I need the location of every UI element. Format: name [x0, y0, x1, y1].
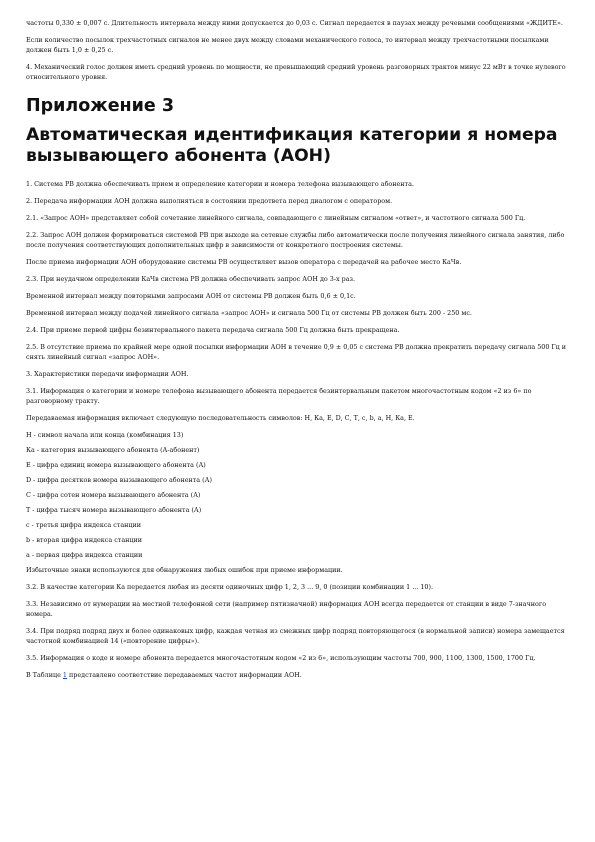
paragraph: После приема информации АОН оборудование системы РВ осуществляет вызов оператора с передачей на рабочее место КаЧв. [26, 258, 462, 266]
paragraph: Временной интервал между подачей линейного сигнала «запрос АОН» и сигнала 500 Гц от системы РВ должен быть 200 - 250 мс. [26, 309, 472, 317]
list-item: D - цифра десятков номера вызывающего абонента (А) [26, 476, 212, 484]
paragraph: 3.1. Информация о категории и номере телефона вызывающего абонента передается безинтервальным пакетом многочастотным кодом «2 из 6» по разговорному тракту. [26, 387, 532, 405]
paragraph: 2.1. «Запрос АОН» представляет собой сочетание линейного сигнала, совпадающего с линейным сигналом «ответ», и частотного сигнала 500 Гц. [26, 214, 526, 222]
paragraph: Временной интервал между повторными запросами АОН от системы РВ должен быть 0,6 ± 0,1с. [26, 292, 356, 300]
table-ref-prefix: В Таблице [26, 671, 61, 679]
list-item: Ка - категория вызывающего абонента (А-абонент) [26, 446, 200, 454]
document-page [26, 18, 572, 687]
list-item: а - первая цифра индекса станции [26, 551, 143, 559]
paragraph: 2.4. При приеме первой цифры безинтервального пакета передача сигнала 500 Гц должна быть прекращена. [26, 326, 400, 334]
paragraph: 1. Система РВ должна обеспечивать прием и определение категории и номера телефона вызывающего абонента. [26, 180, 414, 188]
list-item: Т - цифра тысяч номера вызывающего абонента (А) [26, 506, 202, 514]
paragraph: 2.2. Запрос АОН должен формироваться системой РВ при выходе на сетевые службы либо автоматически после получения линейного сигнала занятия, либо после получения соответствующих дополнительных цифр в зависимости от конкретного построения системы. [26, 231, 565, 249]
paragraph: Если количество посылок трехчастотных сигналов не менее двух между словами механического голоса, то интервал между трехчастотными посылками должен быть 1,0 ± 0,25 с. [26, 36, 549, 54]
paragraph: 3.4. При подряд подряд двух и более одинаковых цифр, каждая четная из смежных цифр подряд повторяющегося (в нормальной записи) номера замещается частотной комбинацией 14 («повторение цифры»). [26, 627, 565, 645]
paragraph: 2. Передача информации АОН должна выполняться в состоянии предответа перед диалогом с оператором. [26, 197, 393, 205]
table-ref-suffix: представлено соответствие передаваемых частот информации АОН. [69, 671, 302, 679]
list-item: с - третья цифра индекса станции [26, 521, 142, 529]
paragraph: 3.5. Информация о коде и номере абонента передается многочастотным кодом «2 из 6», использующим частоты 700, 900, 1100, 1300, 1500, 1700 Гц. [26, 654, 536, 662]
paragraph: 3.3. Независимо от нумерации на местной телефонной сети (например пятизначной) информация АОН всегда передается от станции в виде 7-значного номера. [26, 600, 547, 618]
paragraph: 3. Характеристики передачи информации АОН. [26, 370, 189, 378]
paragraph: Избыточные знаки используются для обнаружения любых ошибок при приеме информации. [26, 566, 343, 574]
paragraph: 4. Механический голос должен иметь средний уровень по мощности, не превышающий средний уровень разговорных трактов минус 22 мВт в точке нулевого относительного уровня. [26, 63, 566, 81]
list-item: Н - символ начала или конца (комбинация 13) [26, 431, 184, 439]
list-item: Е - цифра единиц номера вызывающего абонента (А) [26, 461, 206, 469]
paragraph-table-reference [26, 670, 572, 680]
paragraph: частоты 0,330 ± 0,007 с. Длительность интервала между ними допускается до 0,03 с. Сигнал передается в паузах между речевыми сообщениями «ЖДИТЕ». [26, 19, 563, 27]
table-1-link[interactable]: 1 [62, 671, 67, 679]
list-item: С - цифра сотен номера вызывающего абонента (А) [26, 491, 201, 499]
appendix-heading: Приложение 3 [26, 96, 175, 116]
section-title: Автоматическая идентификация категории я номера вызывающего абонента (АОН) [26, 125, 558, 166]
paragraph: 2.5. В отсутствие приема по крайней мере одной посылки информации АОН в течение 0,9 ± 0,05 с система РВ должна прекратить передачу сигнала 500 Гц и снять линейный сигнал «запрос АОН». [26, 343, 567, 361]
paragraph: 2.3. При неудачном определении КаЧв система РВ должна обеспечивать запрос АОН до 3-х раз. [26, 275, 356, 283]
paragraph: 3.2. В качестве категории Ка передается любая из десяти одиночных цифр 1, 2, 3 ... 9, 0 (позиции комбинации 1 ... 10). [26, 583, 434, 591]
list-item: b - вторая цифра индекса станции [26, 536, 143, 544]
paragraph: Передаваемая информация включает следующую последовательность символов: Н, Ка, Е, D, С, Т, с, b, а, Н, Ка, Е. [26, 414, 415, 422]
